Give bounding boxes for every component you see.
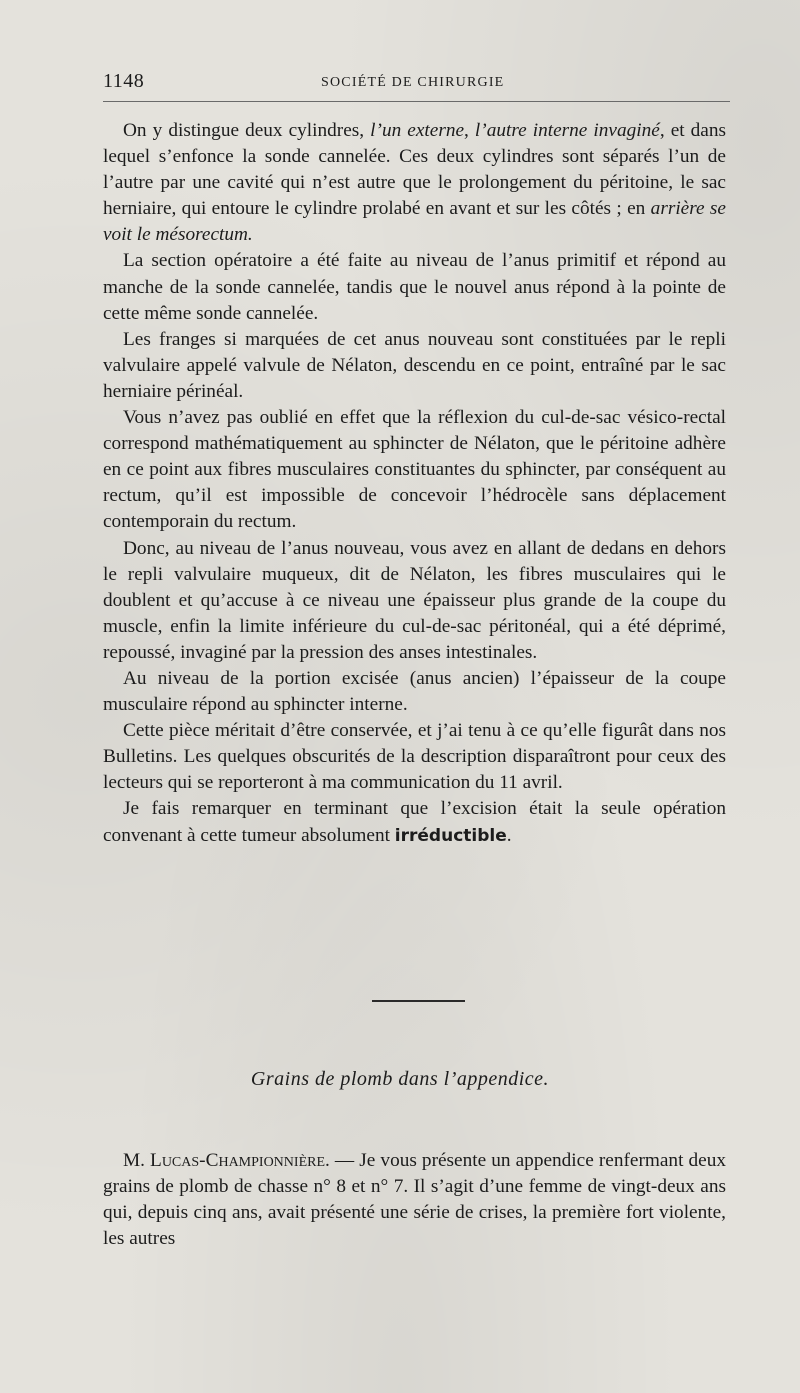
paragraph-text: Cette pièce méritait d’être conservée, et j’ai tenu à ce qu’elle figurât dans nos Bulletins. Les quelques obscurités de la description disparaîtront pour ceux des lecteurs qui se reporteront à ma communication du 11 avril.	[103, 720, 726, 794]
running-head: SOCIÉTÉ DE CHIRURGIE	[321, 75, 505, 90]
paragraph-text: ,	[464, 120, 475, 141]
paragraph	[103, 118, 726, 248]
italic-text: l’un externe	[370, 120, 465, 141]
body-text	[103, 118, 726, 849]
page-header	[103, 70, 730, 98]
paragraph-text: — Je vous présente un appendice renfermant deux grains de plomb de chasse n° 8 et n° 7. Il s’agit d’une femme de vingt-deux ans qui, depuis cinq ans, avait présenté une série de crises, la première fort violente, les autres	[103, 1150, 726, 1250]
section-separator	[372, 1000, 465, 1002]
paragraph-text: La section opératoire a été faite au niveau de l’anus primitif et répond au manche de la sonde cannelée, tandis que le nouvel anus répond à la pointe de cette même sonde cannelée.	[103, 250, 726, 324]
speaker-name: M. Lucas-Championnière.	[123, 1150, 330, 1171]
paragraph	[103, 796, 726, 848]
second-section-text	[103, 1148, 726, 1252]
italic-text: arrière se voit le mésorectum.	[103, 198, 726, 246]
italic-text: l’autre interne invaginé	[474, 120, 660, 141]
paragraph-text: On y distingue deux cylindres,	[123, 120, 371, 141]
paragraph-text: Donc, au niveau de l’anus nouveau, vous avez en allant de dedans en dehors le repli valvulaire muqueux, dit de Nélaton, les fibres musculaires qui le doublent et qu’accuse à ce niveau une épaisseur plus grande de la coupe du muscle, enfin la limite inférieure du cul-de-sac péritonéal, qui a été déprimé, repoussé, invaginé par la pression des anses intestinales.	[103, 537, 726, 663]
paragraph	[103, 405, 726, 535]
section-title: Grains de plomb dans l’appendice.	[250, 1068, 550, 1090]
page-number: 1148	[103, 70, 145, 92]
paragraph-text: Au niveau de la portion excisée (anus ancien) l’épaisseur de la coupe musculaire répond au sphincter interne.	[103, 667, 726, 716]
header-rule	[103, 101, 730, 102]
paragraph	[103, 1148, 726, 1252]
paragraph	[103, 536, 726, 666]
paragraph-text: Je fais remarquer en terminant que l’excision était la seule opération convenant à cette tumeur absolument	[103, 798, 726, 846]
paragraph	[103, 666, 726, 718]
paragraph-text: , et dans lequel s’enfonce la sonde cannelée. Ces deux cylindres sont séparés l’un de l’autre par une cavité qui n’est autre que le prolongement du péritoine, le sac herniaire, qui entoure le cylindre prolabé en avant et sur les côtés ; en	[103, 120, 727, 220]
paragraph-text: Vous n’avez pas oublié en effet que la réflexion du cul-de-sac vésico-rectal correspond mathématiquement au sphincter de Nélaton, que le péritoine adhère en ce point aux fibres musculaires constituantes du sphincter, par conséquent au rectum, qu’il est impossible de concevoir l’hédrocèle sans déplacement contemporain du rectum.	[103, 407, 726, 533]
paragraph-text: .	[506, 824, 512, 846]
bold-text: irréductible	[394, 825, 507, 846]
paragraph	[103, 248, 726, 326]
paragraph	[103, 327, 726, 405]
paragraph-text: Les franges si marquées de cet anus nouveau sont constituées par le repli valvulaire appelé valvule de Nélaton, descendu en ce point, entraîné par le sac herniaire périnéal.	[103, 328, 726, 402]
paragraph	[103, 718, 726, 796]
